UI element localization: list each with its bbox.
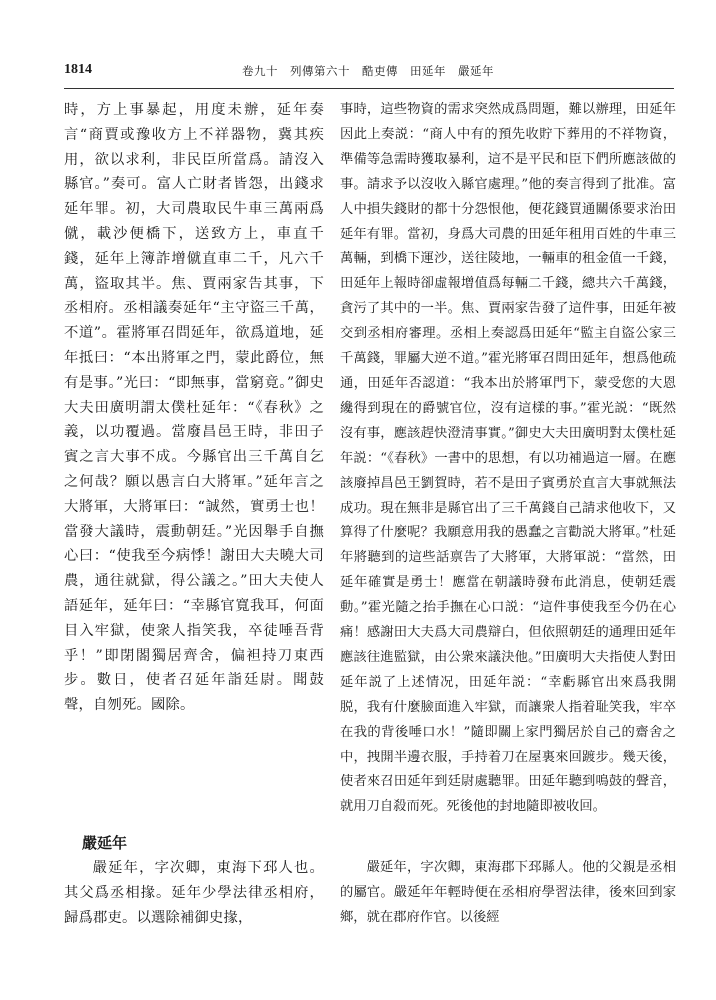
running-head: 卷九十 列傳第六十 酷吏傳 田延年 嚴延年 (242, 64, 494, 78)
translation-column (340, 98, 676, 820)
page-header (64, 62, 674, 84)
classical-section-paragraph: 嚴延年，字次卿，東海下邳人也。其父爲丞相掾。延年少學法律丞相府，歸爲郡吏。以選除補御史掾， (64, 860, 324, 926)
classical-text-column (64, 98, 324, 718)
translation-paragraph: 事時，這些物資的需求突然成爲問題，難以辦理，田延年因此上奏説：“商人中有的預先收貯下葬用的不祥物資，準備等急需時獲取暴利，這不是平民和臣下們所應該做的事。請求予以沒收入縣官處理。”他的奏言得到了批准。富人中損失錢財的都十分怨恨他，便花錢買通關係要求治田延年有罪。當初，身爲大司農的田延年租用百姓的牛車三萬輛，到橋下運沙，送往陵地，一輛車的租金值一千錢，田延年上報時卻虛報增值爲每輛二千錢，總共六千萬錢，貪污了其中的一半。焦、賈兩家告發了這件事，田延年被交到丞相府審理。丞相上奏認爲田延年“監主自盜公家三千萬錢，罪屬大逆不道。”霍光將軍召問田延年，想爲他疏通，田延年否認道：“我本出於將軍門下，蒙受您的大恩纔得到現在的爵號官位，沒有這樣的事。”霍光説：“既然沒有事，應該趕快澄清事實。”御史大夫田廣明對太僕杜延年説：“《春秋》一書中的思想，有以功補過這一層。在應該廢掉昌邑王劉賀時，若不是田子賓勇於直言大事就無法成功。現在無非是縣官出了三千萬錢自己請求他收下，又算得了什麼呢？我願意用我的愚蠢之言勸説大將軍。”杜延年將聽到的這些話禀告了大將軍，大將軍説：“當然，田延年確實是勇士！應當在朝議時發布此消息，使朝廷震動。”霍光隨之抬手撫在心口説：“這件事使我至今仍在心痛！感謝田大夫爲大司農辯白，但依照朝廷的通理田延年應該往進監獄，由公衆來議決他。”田廣明大夫指使人對田延年説了上述情况，田延年説：“幸虧縣官出來爲我開脱，我有什麼臉面進入牢獄，而讓衆人指着耻笑我，牢卒在我的背後唾口水！”隨即關上家門獨居於自己的齋舍之中，拽開半邊衣服，手持着刀在屋裏來回踱步。幾天後，使者來召田延年到廷尉處聽罪。田延年聽到鳴鼓的聲音，就用刀自殺而死。死後他的封地隨即被收回。 (340, 102, 676, 815)
section-title: 嚴延年 (82, 834, 128, 852)
page-number: 1814 (64, 62, 92, 77)
header-rule (64, 88, 674, 89)
classical-paragraph: 時，方上事暴起，用度未辦，延年奏言“商賈或豫收方上不祥器物，冀其疾用，欲以求利，非民臣所當爲。請沒入縣官。”奏可。富人亡財者皆怨，出錢求延年罪。初，大司農取民牛車三萬兩爲僦，載沙便橋下，送致方上，車直千錢，延年上簿詐增僦直車二千，凡六千萬，盜取其半。焦、賈兩家告其事，下丞相府。丞相議奏延年“主守盜三千萬，不道”。霍將軍召問延年，欲爲道地，延年抵曰：“本出將軍之門，蒙此爵位，無有是事。”光曰：“即無事，當窮竟。”御史大夫田廣明謂太僕杜延年：“《春秋》之義，以功覆過。當廢昌邑王時，非田子賓之言大事不成。今縣官出三千萬自乞之何哉？願以愚言白大將軍。”延年言之大將軍，大將軍曰：“誠然，實勇士也！當發大議時，震動朝廷。”光因舉手自撫心曰：“使我至今病悸！謝田大夫曉大司農，通往就獄，得公議之。”田大夫使人語延年，延年曰：“幸縣官寬我耳，何面目入牢獄，使衆人指笑我，卒徒唾吾背乎！”即閉閤獨居齊舍，偏袒持刀東西步。數日，使者召延年詣廷尉。聞鼓聲，自刎死。國除。 (64, 102, 324, 714)
translation-section-paragraph: 嚴延年，字次卿，東海郡下邳縣人。他的父親是丞相的屬官。嚴延年年輕時便在丞相府學習法律，後來回到家鄉，就在郡府作官。以後經 (340, 860, 676, 925)
